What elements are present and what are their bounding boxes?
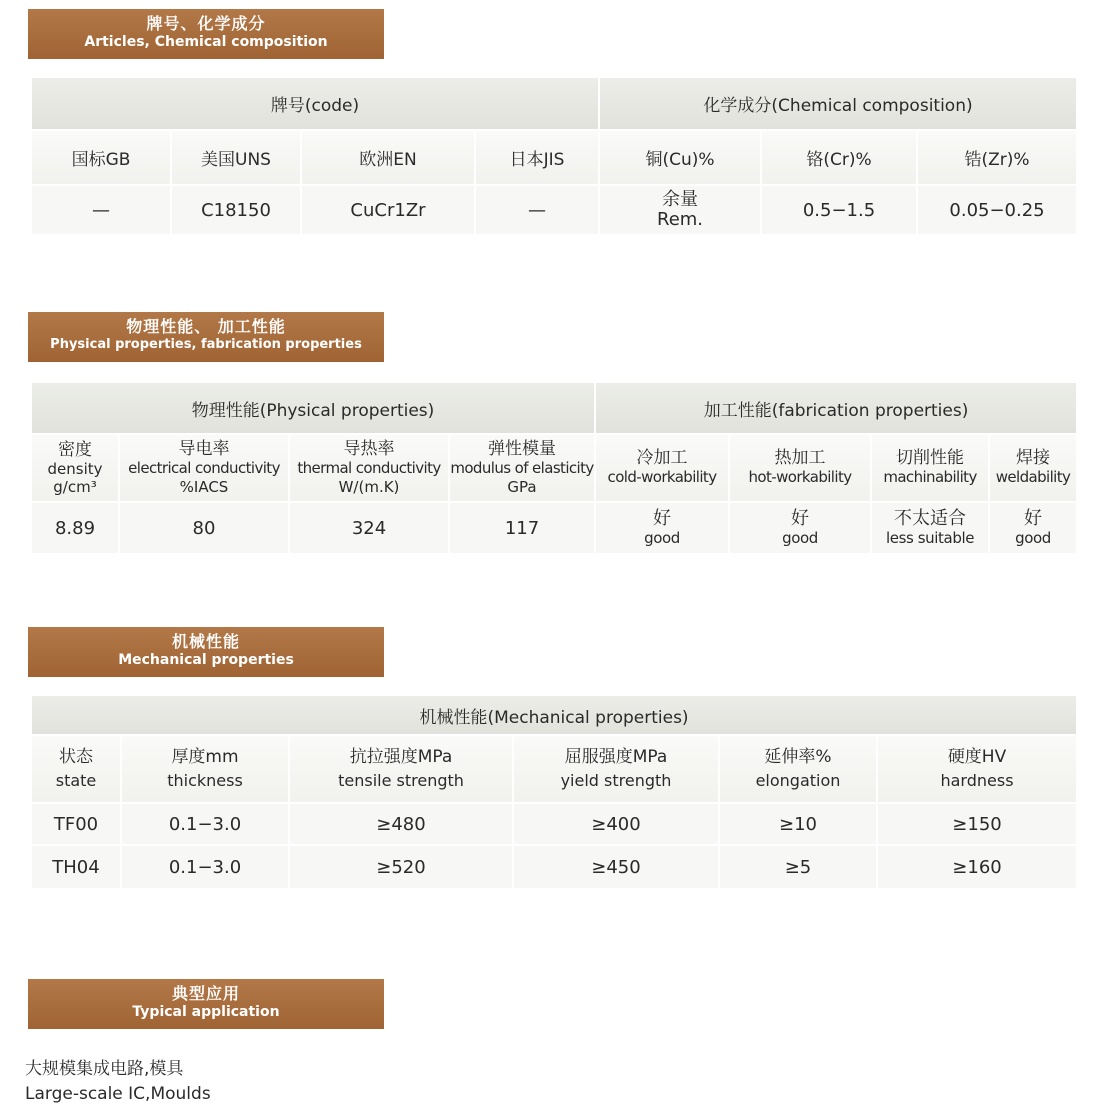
value-cn: 不太适合 [894,508,967,529]
cell-state: TH04 [31,845,121,889]
header-hot-workability [729,434,871,502]
application-cn: 大规模集成电路,模具 [25,1059,184,1079]
physical-table [30,381,1078,555]
header-tensile-strength [289,735,513,803]
value-uns: C18150 [171,185,301,235]
header-en: density [47,459,103,478]
header-cn: 导电率 [178,439,230,459]
value-jis: — [475,185,599,235]
value-cn: 好 [1024,508,1043,529]
header-elongation [719,735,877,803]
section-title-cn: 牌号、化学成分 [146,14,266,33]
cell-yield: ≥450 [513,845,719,889]
header-yield-strength [513,735,719,803]
section-title-cn: 物理性能、 加工性能 [126,317,286,336]
header-cn: 屈服强度MPa [564,747,668,767]
cell-hardness: ≥150 [877,803,1077,845]
value-gb: — [31,185,171,235]
header-cn: 热加工 [774,448,826,468]
header-cn: 状态 [59,747,93,767]
value-cold-workability [595,502,729,554]
header-en: thickness [167,771,243,790]
section-title-en: Physical properties, fabrication properties [50,337,362,352]
value-machinability [871,502,989,554]
section-title-cn: 典型应用 [171,984,240,1003]
header-cr: 铬(Cr)% [761,130,917,185]
header-cn: 冷加工 [636,448,688,468]
header-en: state [55,771,97,790]
header-uns: 美国UNS [171,130,301,185]
cell-state: TF00 [31,803,121,845]
header-en: hardness [940,771,1014,790]
value-en: good [644,529,680,547]
section-banner-composition [28,9,384,59]
value-weldability [989,502,1077,554]
section-banner-physical [28,312,384,362]
table-row [31,803,1077,845]
header-thermal-conductivity [289,434,449,502]
application-en: Large-scale IC,Moulds [25,1084,211,1104]
section-banner-application [28,979,384,1029]
header-en: tensile strength [338,771,464,790]
header-density [31,434,119,502]
header-en: yield strength [560,771,672,790]
value-cu-cn: 余量 [662,189,699,210]
header-cn: 导热率 [343,439,395,459]
header-unit: %IACS [179,478,229,496]
group-header-mechanical: 机械性能(Mechanical properties) [31,695,1077,735]
header-jis: 日本JIS [475,130,599,185]
header-en: hot-workability [748,468,852,486]
value-cn: 好 [653,508,672,529]
value-en: CuCr1Zr [301,185,475,235]
header-unit: g/cm³ [53,477,97,496]
header-hardness [877,735,1077,803]
header-thickness [121,735,289,803]
header-cn: 延伸率% [764,747,832,767]
header-weldability [989,434,1077,502]
value-density: 8.89 [31,502,119,554]
value-cu-en: Rem. [657,209,704,230]
value-thermal-conductivity: 324 [289,502,449,554]
value-en: good [1015,529,1051,547]
header-cn: 焊接 [1016,448,1051,468]
header-cn: 密度 [58,439,92,460]
section-banner-mechanical [28,627,384,677]
value-cu [599,185,761,235]
cell-tensile: ≥480 [289,803,513,845]
header-unit: GPa [507,478,537,496]
mechanical-table [30,694,1078,890]
value-zr: 0.05−0.25 [917,185,1077,235]
cell-elongation: ≥5 [719,845,877,889]
header-gb: 国标GB [31,130,171,185]
value-cn: 好 [791,508,810,529]
value-hot-workability [729,502,871,554]
group-header-physical: 物理性能(Physical properties) [31,382,595,434]
cell-thickness: 0.1−3.0 [121,803,289,845]
header-cn: 抗拉强度MPa [349,747,453,767]
value-electrical-conductivity: 80 [119,502,289,554]
cell-yield: ≥400 [513,803,719,845]
section-title-en: Articles, Chemical composition [84,34,328,50]
section-title-en: Typical application [132,1004,280,1020]
value-cr: 0.5−1.5 [761,185,917,235]
value-en: good [782,529,818,547]
header-en: machinability [883,468,977,486]
section-title-en: Mechanical properties [118,652,294,668]
header-cold-workability [595,434,729,502]
cell-tensile: ≥520 [289,845,513,889]
value-modulus: 117 [449,502,595,554]
composition-table [30,76,1078,236]
header-cn: 硬度HV [947,747,1007,767]
table-row [31,845,1077,889]
section-title-cn: 机械性能 [171,632,240,651]
header-cn: 弹性模量 [488,439,556,459]
header-en: thermal conductivity [297,459,441,477]
group-header-chem: 化学成分(Chemical composition) [599,77,1077,130]
cell-elongation: ≥10 [719,803,877,845]
header-cn: 厚度mm [171,747,239,767]
header-en: cold-workability [607,468,717,486]
cell-hardness: ≥160 [877,845,1077,889]
header-en: elongation [755,771,841,790]
header-machinability [871,434,989,502]
header-electrical-conductivity [119,434,289,502]
header-state [31,735,121,803]
cell-thickness: 0.1−3.0 [121,845,289,889]
header-cn: 切削性能 [896,448,965,468]
group-header-code: 牌号(code) [31,77,599,130]
header-en: modulus of elasticity [450,459,594,477]
header-en: weldability [995,468,1071,486]
group-header-fabrication: 加工性能(fabrication properties) [595,382,1077,434]
header-en: electrical conductivity [128,459,280,477]
header-en: 欧洲EN [301,130,475,185]
value-en: less suitable [885,529,975,547]
header-modulus [449,434,595,502]
header-cu: 铜(Cu)% [599,130,761,185]
header-zr: 锆(Zr)% [917,130,1077,185]
header-unit: W/(m.K) [338,478,400,496]
